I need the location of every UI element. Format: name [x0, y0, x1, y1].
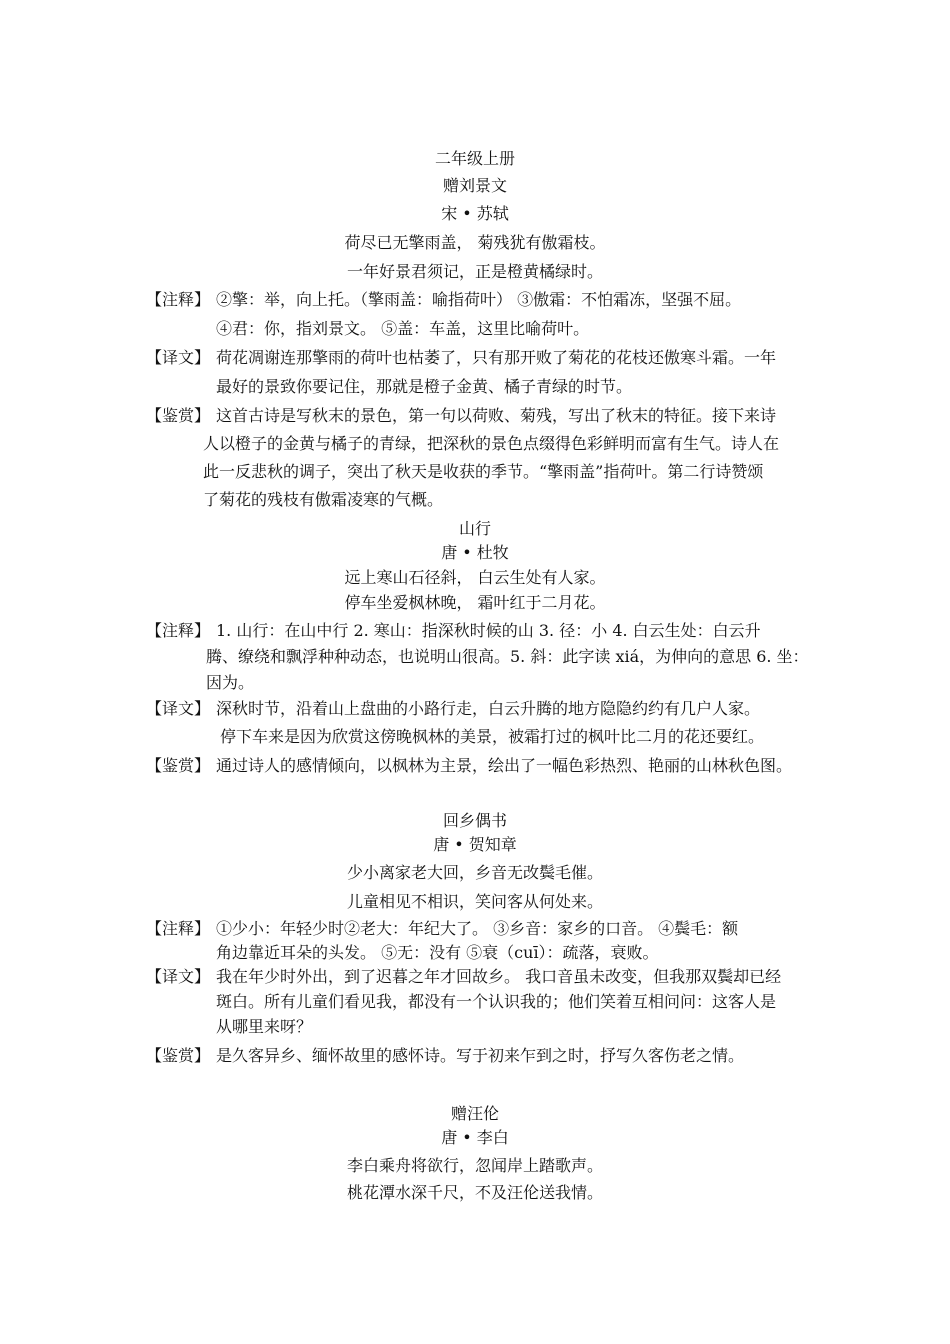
translation-line: 从哪里来呀？	[216, 1017, 313, 1036]
poem-title: 赠汪伦	[450, 1104, 499, 1123]
note-line: 1. 山行：在山中行 2. 寒山：指深秋时候的山 3. 径：小 4. 白云生处：白云升	[216, 621, 761, 640]
appreciation-line: 了菊花的残枝有傲霜凌寒的气概。	[203, 490, 444, 509]
poem-author: 唐 • 贺知章	[433, 835, 517, 854]
note-tag: 【注释】	[146, 621, 211, 640]
translation-tag: 【译文】	[146, 699, 211, 718]
translation-line: 最好的景致你要记住，那就是橙子金黄、橘子青绿的时节。	[216, 377, 633, 396]
grade-title: 二年级上册	[434, 149, 515, 168]
poem-title: 山行	[458, 519, 491, 538]
poem-author: 唐 • 李白	[441, 1128, 509, 1147]
appreciation-line: 是久客异乡、缅怀故里的感怀诗。写于初来乍到之时，抒写久客伤老之情。	[216, 1046, 745, 1065]
poem-author: 唐 • 杜牧	[441, 543, 509, 562]
appreciation-line: 通过诗人的感情倾向，以枫林为主景，绘出了一幅色彩热烈、艳丽的山林秋色图。	[216, 756, 793, 775]
poem-line: 荷尽已无擎雨盖， 菊残犹有傲霜枝。	[344, 233, 606, 252]
poem-author: 宋 • 苏轼	[441, 204, 509, 223]
poem-line: 停车坐爱枫林晚， 霜叶红于二月花。	[344, 593, 606, 612]
poem-line: 少小离家老大回，乡音无改鬓毛催。	[346, 863, 603, 882]
appreciation-line: 人以橙子的金黄与橘子的青绿，把深秋的景色点缀得色彩鲜明而富有生气。诗人在	[203, 434, 780, 453]
translation-line: 我在年少时外出，到了迟暮之年才回故乡。 我口音虽未改变，但我那双鬓却已经	[216, 967, 782, 986]
note-line: ②擎：举，向上托。（擎雨盖：喻指荷叶） ③傲霜：不怕霜冻，坚强不屈。	[216, 290, 742, 309]
poem-title: 回乡偶书	[442, 811, 507, 830]
note-tag: 【注释】	[146, 919, 211, 938]
note-line: 角边靠近耳朵的头发。 ⑤无：没有 ⑤衰（cuī）：疏落，衰败。	[216, 943, 659, 962]
translation-tag: 【译文】	[146, 967, 211, 986]
translation-line: 停下车来是因为欣赏这傍晚枫林的美景，被霜打过的枫叶比二月的花还要红。	[220, 727, 765, 746]
translation-line: 深秋时节，沿着山上盘曲的小路行走，白云升腾的地方隐隐约约有几户人家。	[216, 699, 761, 718]
poem-line: 儿童相见不相识，笑问客从何处来。	[346, 892, 603, 911]
translation-line: 斑白。所有儿童们看见我，都没有一个认识我的；他们笑着互相问问：这客人是	[216, 992, 777, 1011]
poem-line: 李白乘舟将欲行，忽闻岸上踏歌声。	[346, 1156, 603, 1175]
poem-line: 远上寒山石径斜， 白云生处有人家。	[344, 568, 606, 587]
appreciation-line: 这首古诗是写秋末的景色，第一句以荷败、菊残，写出了秋末的特征。接下来诗	[216, 406, 777, 425]
poem-line: 桃花潭水深千尺，不及汪伦送我情。	[346, 1183, 603, 1202]
appreciation-line: 此一反悲秋的调子，突出了秋天是收获的季节。“擎雨盖”指荷叶。第二行诗赞颂	[203, 462, 764, 481]
translation-line: 荷花凋谢连那擎雨的荷叶也枯萎了，只有那开败了菊花的花枝还傲寒斗霜。一年	[216, 348, 777, 367]
note-line: ①少小：年轻少时②老大：年纪大了。 ③乡音：家乡的口音。 ④鬓毛：额	[216, 919, 739, 938]
appreciation-tag: 【鉴赏】	[146, 756, 211, 775]
note-line: ④君：你，指刘景文。 ⑤盖：车盖，这里比喻荷叶。	[216, 319, 590, 338]
note-line: 腾、缭绕和飘浮种种动态，也说明山很高。5. 斜：此字读 xiá，为伸向的意思 6. 坐：	[206, 647, 809, 666]
poem-line: 一年好景君须记，正是橙黄橘绿时。	[346, 262, 603, 281]
translation-tag: 【译文】	[146, 348, 211, 367]
note-line: 因为。	[206, 673, 255, 692]
appreciation-tag: 【鉴赏】	[146, 1046, 211, 1065]
appreciation-tag: 【鉴赏】	[146, 406, 211, 425]
poem-title: 赠刘景文	[442, 176, 507, 195]
note-tag: 【注释】	[146, 290, 211, 309]
